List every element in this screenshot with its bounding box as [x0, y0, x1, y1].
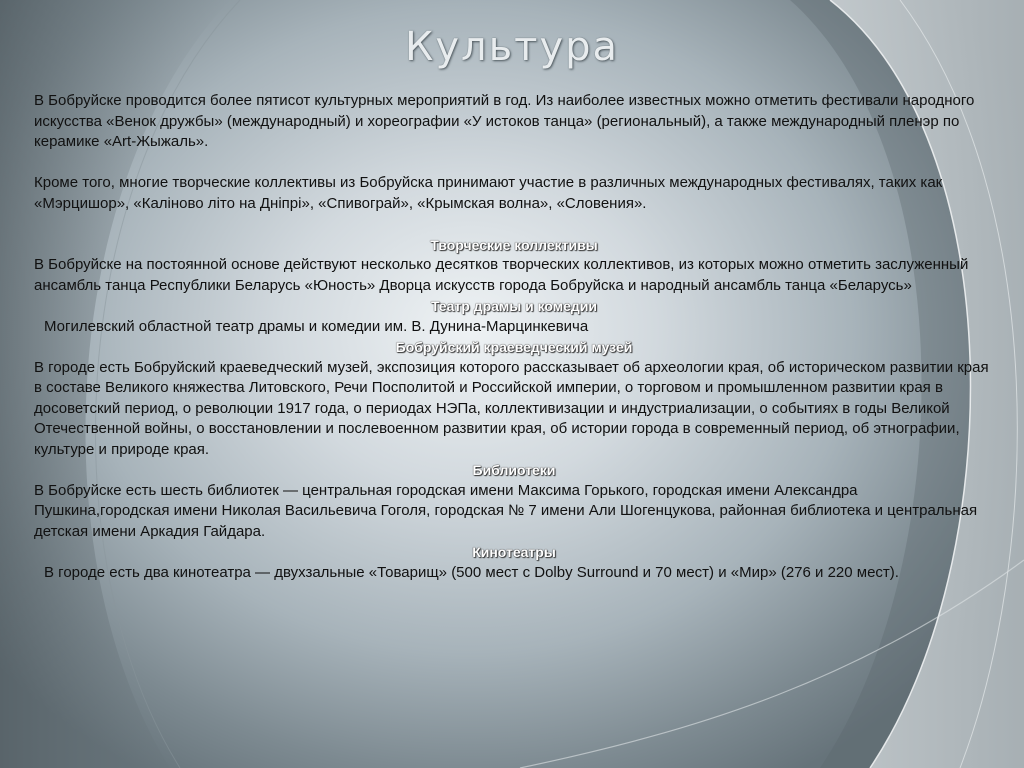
collectives-paragraph: В Бобруйске на постоянной основе действуют несколько десятков творческих коллективов, из которых можно отметить заслуженный ансамбль танца Республики Беларусь «Юность» Дворца искусств города Бобруйска и народный ансамбль танца «Беларусь» [34, 256, 969, 294]
cinemas-heading: Кинотеатры [472, 544, 556, 560]
theatre-heading: Театр драмы и комедии [430, 298, 598, 314]
libraries-paragraph: В Бобруйске есть шесть библиотек — центральная городская имени Максима Горького, городская имени Александра Пушкина,городская имени Николая Васильевича Гоголя, городская № 7 имени Али Шогенцукова, районная библиотека и центральная детская имени Аркадия Гайдара. [34, 481, 978, 540]
intro-paragraph: В Бобруйске проводится более пятисот культурных мероприятий в год. Из наиболее известных можно отметить фестивали народного искусства «Венок дружбы» (международный) и хореографии «У истоков танца» (региональный), а также международный пленэр по керамике «Art-Жыжаль». [34, 92, 975, 150]
spacer [34, 214, 994, 235]
cinemas-paragraph: В городе есть два кинотеатра — двухзальные «Товарищ» (500 мест с Dolby Surround и 70 мест) и «Мир» (276 и 220 мест). [44, 563, 899, 581]
spacer [34, 153, 994, 174]
festivals-paragraph: Кроме того, многие творческие коллективы из Бобруйска принимают участие в различных международных фестивалях, таких как «Мэрцишор», «Каліново літо на Дніпрі», «Спивограй», «Крымская волна», «Словения». [34, 174, 943, 212]
museum-heading: Бобруйский краеведческий музей [395, 339, 633, 355]
collectives-heading: Творческие коллективы [430, 236, 598, 253]
slide-title: Культура [404, 24, 620, 70]
theatre-paragraph: Могилевский областной театр драмы и комедии им. В. Дунина-Марцинкевича [44, 317, 589, 335]
museum-paragraph: В городе есть Бобруйский краеведческий музей, экспозиция которого рассказывает об археологии края, об историческом развитии края в составе Великого княжества Литовского, Речи Посполитой и Российской империи, о торговом и промышленном развитии края в досоветский период, о революции 1917 года, о периодах НЭПа, коллективизации и индустриализации, о событиях в годы Великой Отечественной войны, о восстановлении и послевоенном развитии края, об истории города в современный период, об этнографии, культуре и природе края. [34, 358, 989, 458]
slide-content [34, 91, 994, 583]
libraries-heading: Библиотеки [472, 462, 556, 478]
